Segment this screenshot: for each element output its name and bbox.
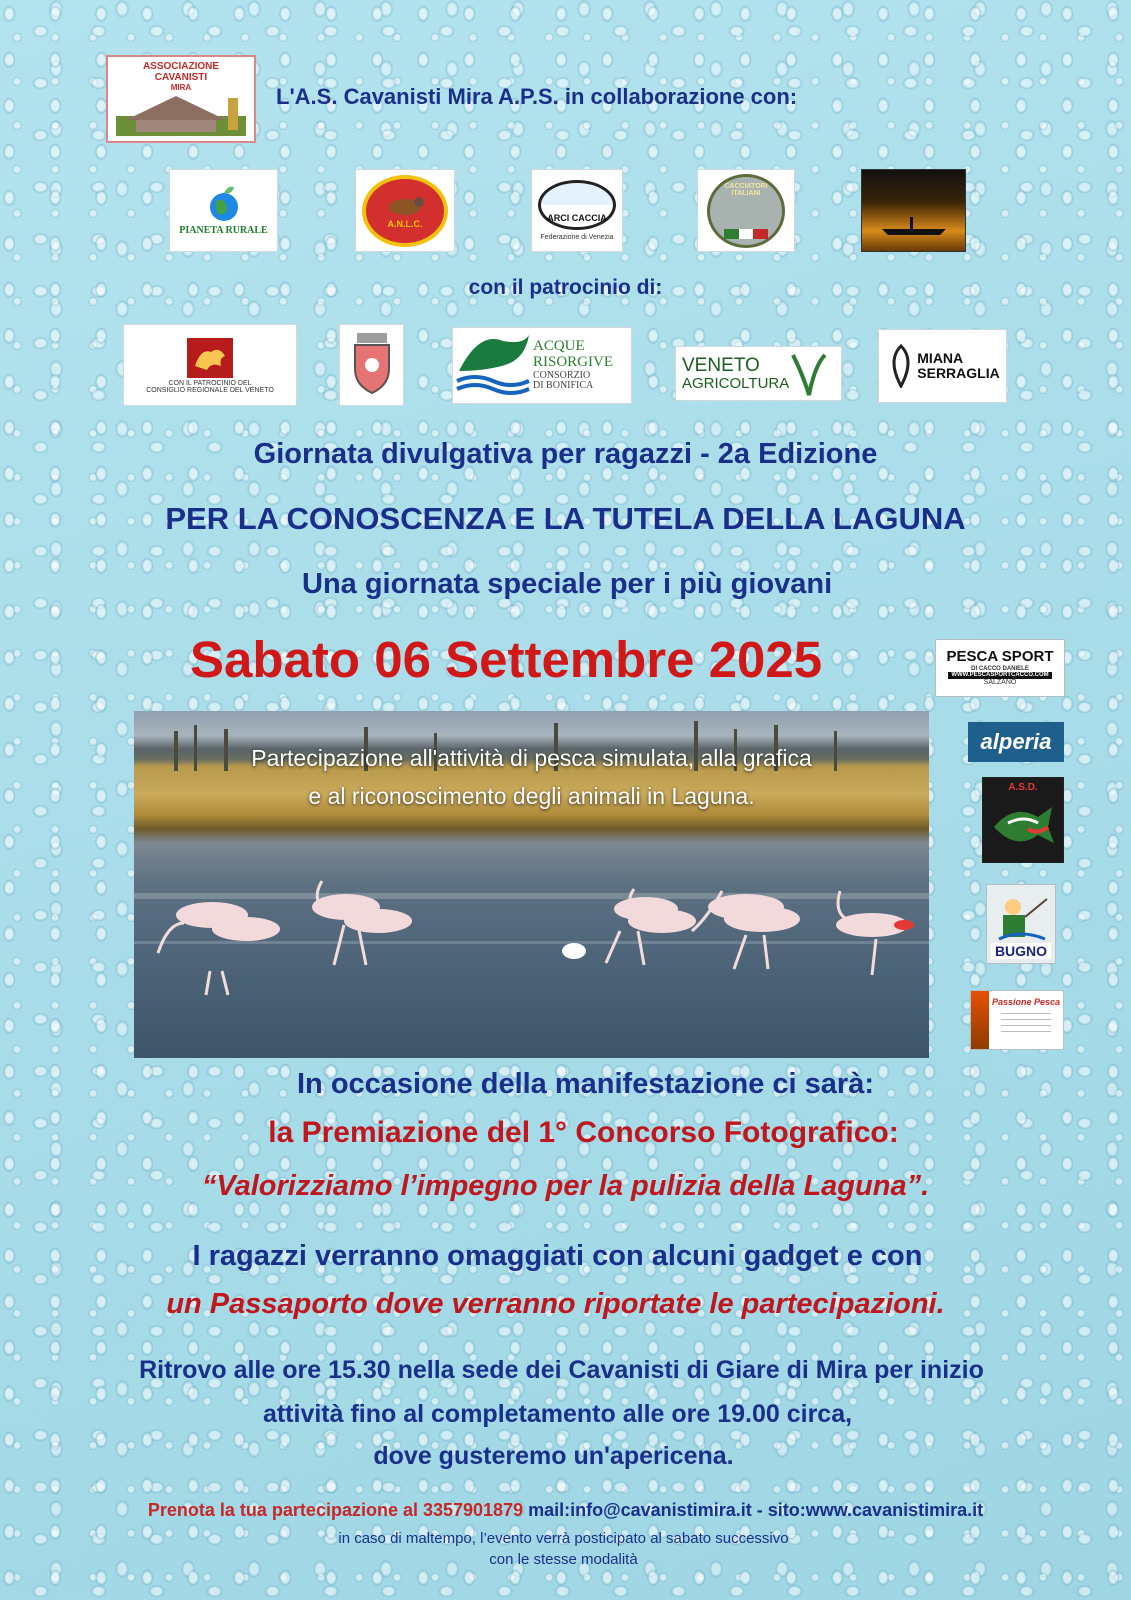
passione-pesca-logo [970, 990, 1064, 1050]
cacciatori-label: CACCIATORI ITALIANI [724, 182, 768, 197]
pesca-sport-label: PESCA SPORT [946, 648, 1054, 666]
acque-risorgive-text [533, 339, 613, 392]
comune-mira-logo [339, 324, 404, 406]
logo-line-3: MIRA [170, 83, 192, 92]
event-date: Sabato 06 Settembre 2025 [190, 631, 823, 688]
passione-pesca-label: Passione Pesca [991, 997, 1061, 1007]
veneto-agricoltura-text [682, 356, 789, 392]
asd-logo [982, 777, 1064, 863]
gift-line-1: I ragazzi verranno omaggiati con alcuni gadget e con [192, 1240, 923, 1272]
event-subtitle: Giornata divulgativa per ragazzi - 2a Edizione [253, 438, 878, 470]
passione-pesca-text [989, 991, 1063, 1049]
coat-of-arms-icon [347, 331, 397, 399]
arci-caccia-label: ARCI CACCIA [547, 213, 607, 223]
meet-line-3: dove gusteremo un'apericena. [373, 1442, 734, 1470]
meet-line-1: Ritrovo alle ore 15.30 nella sede dei Cavanisti di Giare di Mira per inizio [139, 1356, 984, 1384]
anlc-logo [355, 169, 455, 252]
logo-line-1: ASSOCIAZIONE [142, 61, 220, 72]
event-tagline: Una giornata speciale per i più giovani [302, 568, 833, 600]
footer-contact-line [0, 1500, 1131, 1521]
fish-mascot-icon [988, 793, 1058, 853]
event-title: PER LA CONOSCENZA E LA TUTELA DELLA LAGUNA [165, 501, 966, 536]
bird-icon [383, 193, 427, 219]
fish-icon [885, 344, 917, 388]
passione-pesca-stripe [971, 991, 989, 1049]
veneto-line-1: VENETO [682, 354, 760, 376]
consiglio-line-2: CONSIGLIO REGIONALE DEL VENETO [146, 387, 274, 394]
arci-caccia-badge [538, 180, 616, 230]
bugno-label: BUGNO [991, 943, 1051, 959]
booking-phone[interactable]: Prenota la tua partecipazione al 3357901879 [147, 1500, 524, 1520]
veneto-agricoltura-logo [675, 346, 842, 401]
miana-line-2: SERRAGLIA [917, 365, 1000, 381]
weather-line-1: in caso di maltempo, l’evento verrà posticipato al sabato successivo [338, 1530, 789, 1547]
leaf-mark-icon [789, 349, 829, 399]
miana-serraglia-logo [878, 329, 1007, 403]
globe-icon [204, 185, 244, 225]
contact-mail-site[interactable]: mail:info@cavanistimira.it - sito:www.cavanistimira.it [528, 1500, 984, 1520]
alperia-logo [968, 722, 1064, 762]
boat-silhouette-icon [874, 211, 954, 241]
photo-caption-line-2: e al riconoscimento degli animali in Laguna. [308, 783, 755, 809]
meet-line-2: attività fino al completamento alle ore 19.00 circa, [262, 1400, 853, 1428]
photo-caption-line-1: Partecipazione all'attività di pesca simulata, alla grafica [251, 745, 812, 771]
gift-line-2: un Passaporto dove verranno riportate le partecipazioni. [166, 1288, 945, 1320]
acque-line-4: DI BONIFICA [533, 380, 594, 392]
cavanisti-mira-logo [106, 55, 256, 143]
arci-caccia-logo [531, 169, 623, 252]
fisherman-icon [991, 895, 1051, 943]
patronage-label: con il patrocinio di: [468, 276, 663, 299]
arci-caccia-sub: Federazione di Venezia [540, 234, 614, 241]
cacciatori-badge [707, 174, 785, 248]
acque-risorgive-logo [452, 327, 632, 404]
pianeta-rurale-logo [169, 169, 278, 252]
fishing-hut-icon [116, 92, 246, 136]
pesca-sport-city: SALZANO [983, 679, 1017, 686]
anlc-badge [362, 175, 448, 247]
flamingo-lagoon-photo [134, 711, 929, 1058]
acque-line-1: ACQUE [533, 338, 585, 355]
acque-line-2: RISORGIVE [533, 354, 614, 370]
lion-wave-icon [453, 331, 533, 401]
bugno-logo [986, 884, 1056, 964]
sunset-boat-logo [861, 169, 966, 252]
occasion-text: In occasione della manifestazione ci sarà: [297, 1068, 874, 1100]
alperia-label: alperia [980, 729, 1052, 754]
anlc-label: A.N.L.C. [387, 218, 423, 229]
acque-line-3: CONSORZIO [533, 369, 591, 381]
miana-serraglia-text [917, 351, 999, 382]
cacciatori-italiani-logo [697, 169, 795, 252]
passione-pesca-lines [1001, 1013, 1051, 1037]
quote-text: “Valorizziamo l’impegno per la pulizia della Laguna”. [201, 1170, 930, 1202]
asd-label: A.S.D. [1008, 782, 1038, 793]
veneto-line-2: AGRICOLTURA [682, 374, 790, 392]
lion-of-venice-icon [185, 336, 235, 380]
logo-line-2: CAVANISTI [154, 72, 208, 83]
intro-text: L'A.S. Cavanisti Mira A.P.S. in collaborazione con: [276, 84, 798, 109]
consiglio-line-1: CON IL PATROCINIO DEL [168, 380, 252, 387]
pianeta-rurale-label: PIANETA RURALE [179, 225, 268, 236]
consiglio-regionale-logo [123, 324, 297, 406]
italy-flag-icon [724, 229, 768, 239]
pesca-sport-logo [935, 639, 1065, 697]
award-text: la Premiazione del 1° Concorso Fotografico: [268, 1116, 899, 1149]
miana-line-1: MIANA [917, 349, 964, 366]
weather-line-2: con le stesse modalità [489, 1551, 638, 1568]
pesca-sport-sub: DI CACCO DANIELE [971, 665, 1029, 672]
pesca-sport-url: WWW.PESCASPORTCACCO.COM [948, 672, 1051, 679]
